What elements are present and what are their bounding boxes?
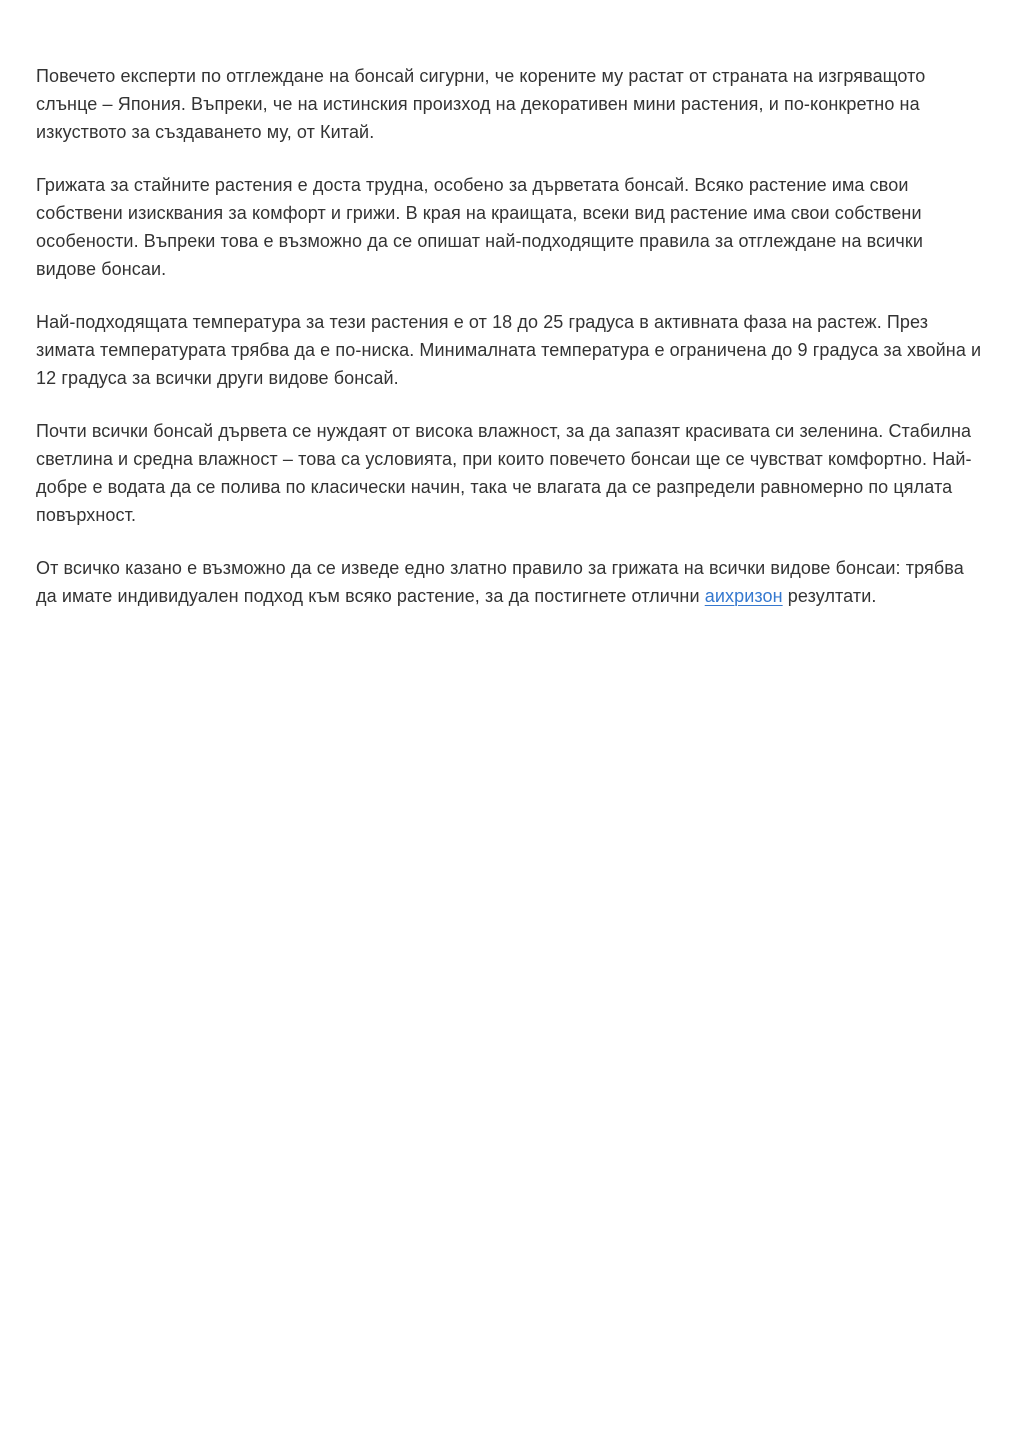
aihrizon-link[interactable]: аихризон [704,586,783,606]
article-body [0,0,1024,610]
paragraph-origin: Повечето експерти по отглеждане на бонсай сигурни, че корените му растат от страната на изгряващото слънце – Япония. Въпреки, че на истинския произход на декоративен мини растения, и по-конкретно на изкуството за създаването му, от Китай. [36,66,926,142]
paragraph-humidity: Почти всички бонсай дървета се нуждаят от висока влажност, за да запазят красивата си зеленина. Стабилна светлина и средна влажност – това са условията, при които повечето бонсаи ще се чувстват комфортно. Най-добре е водата да се полива по класически начин, така че влагата да се разпредели равномерно по цялата повърхност. [36,421,972,525]
conclusion-text-after-link: резултати. [782,586,877,606]
paragraph-conclusion [36,554,988,610]
paragraph-care-difficulty: Грижата за стайните растения е доста трудна, особено за дърветата бонсай. Всяко растение има свои собствени изисквания за комфорт и грижи. В края на краищата, всеки вид растение има свои собствени особености. Въпреки това е възможно да се опишат най-подходящите правила за отглеждане на всички видове бонсаи. [36,175,924,279]
paragraph-temperature: Най-подходящата температура за тези растения е от 18 до 25 градуса в активната фаза на растеж. През зимата температурата трябва да е по-ниска. Минималната температура е ограничена до 9 градуса за хвойна и 12 градуса за всички други видове бонсай. [36,312,982,388]
conclusion-text-before-link: От всичко казано е възможно да се изведе едно златно правило за грижата на всички видове бонсаи: трябва да имате индивидуален подход към всяко растение, за да постигнете отлични [36,558,964,606]
